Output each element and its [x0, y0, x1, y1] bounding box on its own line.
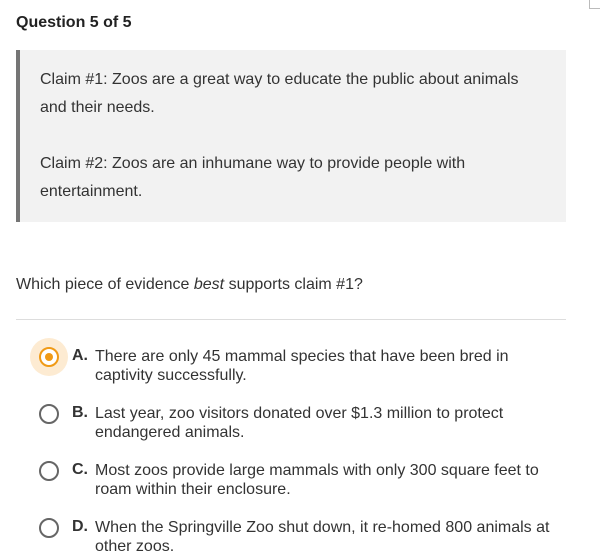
- claim-1: Claim #1: Zoos are a great way to educate the public about animals and their needs.: [40, 71, 519, 116]
- question-counter: Question 5 of 5: [16, 14, 132, 31]
- option-text: Most zoos provide large mammals with only 300 square feet to roam within their enclosure.: [95, 462, 539, 498]
- radio-selected-dot-icon: [45, 353, 53, 361]
- option-letter: D.: [72, 518, 88, 535]
- option-text: When the Springville Zoo shut down, it re-homed 800 animals at other zoos.: [95, 519, 550, 555]
- answer-option-c[interactable]: [30, 454, 570, 511]
- question-prompt: [16, 276, 363, 294]
- answer-option-b[interactable]: [30, 397, 570, 454]
- question-prefix: Which piece of evidence: [16, 276, 194, 293]
- radio-halo: [30, 338, 68, 376]
- radio-button-b[interactable]: [39, 404, 59, 424]
- option-letter: A.: [72, 347, 88, 364]
- radio-halo: [30, 509, 68, 547]
- claim-2: Claim #2: Zoos are an inhumane way to provide people with entertainment.: [40, 155, 466, 200]
- answer-option-a[interactable]: [30, 340, 570, 397]
- question-emphasis: best: [193, 276, 225, 293]
- divider: [16, 319, 566, 320]
- radio-button-a[interactable]: [39, 347, 59, 367]
- option-text: Last year, zoo visitors donated over $1.3 million to protect endangered animals.: [95, 405, 504, 441]
- radio-halo: [30, 452, 68, 490]
- radio-button-d[interactable]: [39, 518, 59, 538]
- radio-button-c[interactable]: [39, 461, 59, 481]
- claims-passage: [16, 50, 566, 222]
- option-text: There are only 45 mammal species that have been bred in captivity successfully.: [95, 348, 509, 384]
- window-corner: [589, 0, 600, 9]
- radio-halo: [30, 395, 68, 433]
- answer-options: [30, 340, 570, 559]
- answer-option-d[interactable]: [30, 511, 570, 559]
- question-suffix: supports claim #1?: [224, 276, 363, 293]
- option-letter: C.: [72, 461, 88, 478]
- option-letter: B.: [72, 404, 88, 421]
